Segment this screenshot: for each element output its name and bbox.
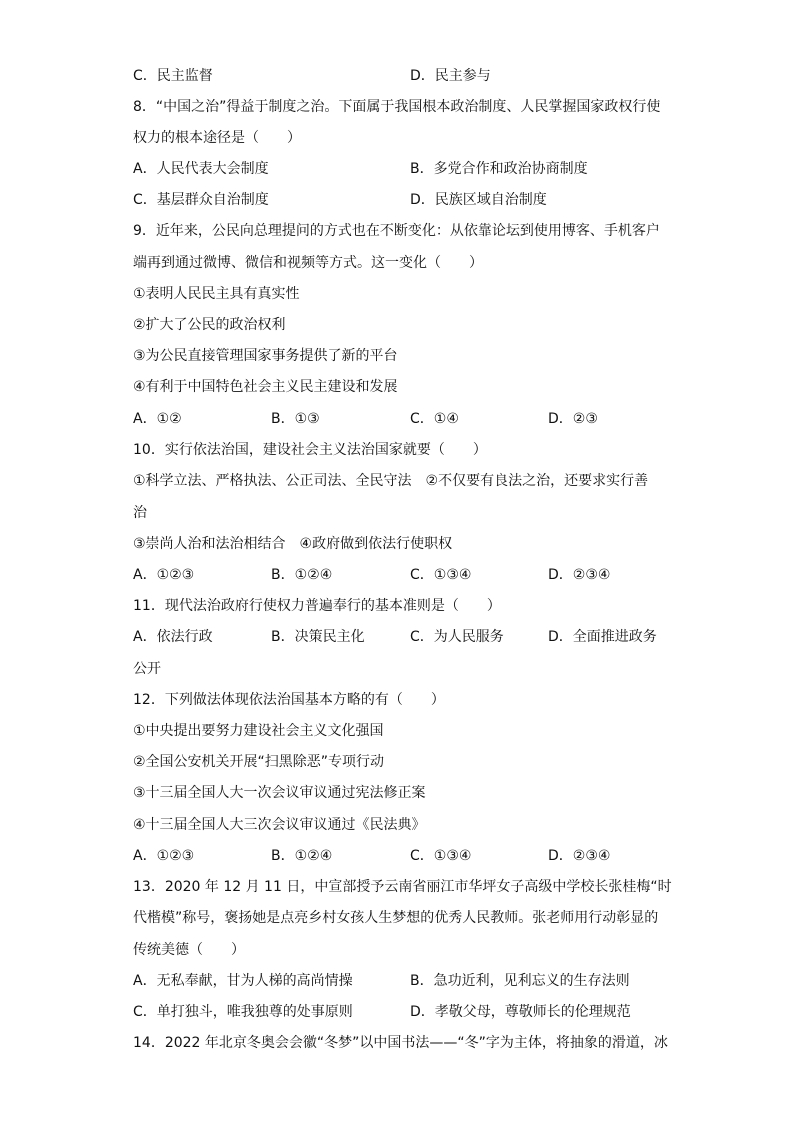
q9-stem-line-1: 9．近年来，公民向总理提问的方式也在不断变化：从依靠论坛到使用博客、手机客户 (133, 223, 660, 239)
q12-option-a: A．①②③ (133, 848, 195, 864)
q11-option-c: C．为人民服务 (410, 629, 504, 645)
q11-stem: 11．现代法治政府行使权力普遍奉行的基本准则是（ ） (133, 598, 501, 614)
q13-option-d: D．孝敬父母，尊敬师长的伦理规范 (410, 1004, 631, 1020)
q8-option-a: A．人民代表大会制度 (133, 161, 269, 177)
q14-stem-line-1: 14．2022 年北京冬奥会会徽“冬梦”以中国书法——“冬”字为主体，将抽象的滑道，冰 (133, 1035, 668, 1051)
q12-item-4: ④十三届全国人大三次会议审议通过《民法典》 (133, 817, 426, 833)
q10-option-b: B．①②④ (271, 567, 333, 583)
q9-item-4: ④有利于中国特色社会主义民主建设和发展 (133, 379, 398, 395)
q13-stem-line-3: 传统美德（ ） (133, 942, 245, 958)
q10-item-line-3: ③崇尚人治和法治相结合 ④政府做到依法行使职权 (133, 536, 453, 552)
q10-option-a: A．①②③ (133, 567, 195, 583)
q13-stem-line-1: 13．2020 年 12 月 11 日，中宣部授予云南省丽江市华坪女子高级中学校长张桂梅“时 (133, 879, 672, 895)
q9-stem-line-2: 端再到通过微博、微信和视频等方式。这一变化（ ） (133, 255, 483, 271)
q9-item-2: ②扩大了公民的政治权利 (133, 317, 286, 333)
q8-stem-line-2: 权力的根本途径是（ ） (133, 130, 301, 146)
q12-stem: 12．下列做法体现依法治国基本方略的有（ ） (133, 692, 445, 708)
q12-option-b: B．①②④ (271, 848, 333, 864)
q12-item-2: ②全国公安机关开展“扫黑除恶”专项行动 (133, 754, 385, 770)
q10-item-line-1: ①科学立法、严格执法、公正司法、全民守法 ②不仅要有良法之治，还要求实行善 (133, 473, 649, 489)
q8-stem-line-1: 8．“中国之治”得益于制度之治。下面属于我国根本政治制度、人民掌握国家政权行使 (133, 99, 661, 115)
q13-stem-line-2: 代楷模”称号，褒扬她是点亮乡村女孩人生梦想的优秀人民教师。张老师用行动彰显的 (133, 910, 659, 926)
q7-option-c: C．民主监督 (133, 68, 213, 84)
q13-option-c: C．单打独斗，唯我独尊的处事原则 (133, 1004, 353, 1020)
q11-option-b: B．决策民主化 (271, 629, 365, 645)
q9-option-c: C．①④ (410, 411, 459, 427)
q10-option-c: C．①③④ (410, 567, 472, 583)
q13-option-b: B．急功近利，见利忘义的生存法则 (410, 973, 630, 989)
q9-item-3: ③为公民直接管理国家事务提供了新的平台 (133, 348, 398, 364)
q9-option-d: D．②③ (548, 411, 598, 427)
q8-option-c: C．基层群众自治制度 (133, 192, 269, 208)
q10-stem: 10．实行依法治国，建设社会主义法治国家就要（ ） (133, 442, 487, 458)
q8-option-b: B．多党合作和政治协商制度 (410, 161, 588, 177)
q11-option-d-wrap: 公开 (133, 661, 161, 677)
q12-item-1: ①中央提出要努力建设社会主义文化强国 (133, 723, 384, 739)
q11-option-a: A．依法行政 (133, 629, 213, 645)
q8-option-d: D．民族区域自治制度 (410, 192, 547, 208)
q9-item-1: ①表明人民民主具有真实性 (133, 286, 300, 302)
q9-option-a: A．①② (133, 411, 182, 427)
q7-option-d: D．民主参与 (410, 68, 491, 84)
q11-option-d: D．全面推进政务 (548, 629, 657, 645)
q12-option-d: D．②③④ (548, 848, 611, 864)
q10-item-line-2: 治 (133, 505, 147, 521)
q12-option-c: C．①③④ (410, 848, 472, 864)
q12-item-3: ③十三届全国人大一次会议审议通过宪法修正案 (133, 785, 426, 801)
q13-option-a: A．无私奉献，甘为人梯的高尚情操 (133, 973, 353, 989)
q9-option-b: B．①③ (271, 411, 320, 427)
q10-option-d: D．②③④ (548, 567, 611, 583)
